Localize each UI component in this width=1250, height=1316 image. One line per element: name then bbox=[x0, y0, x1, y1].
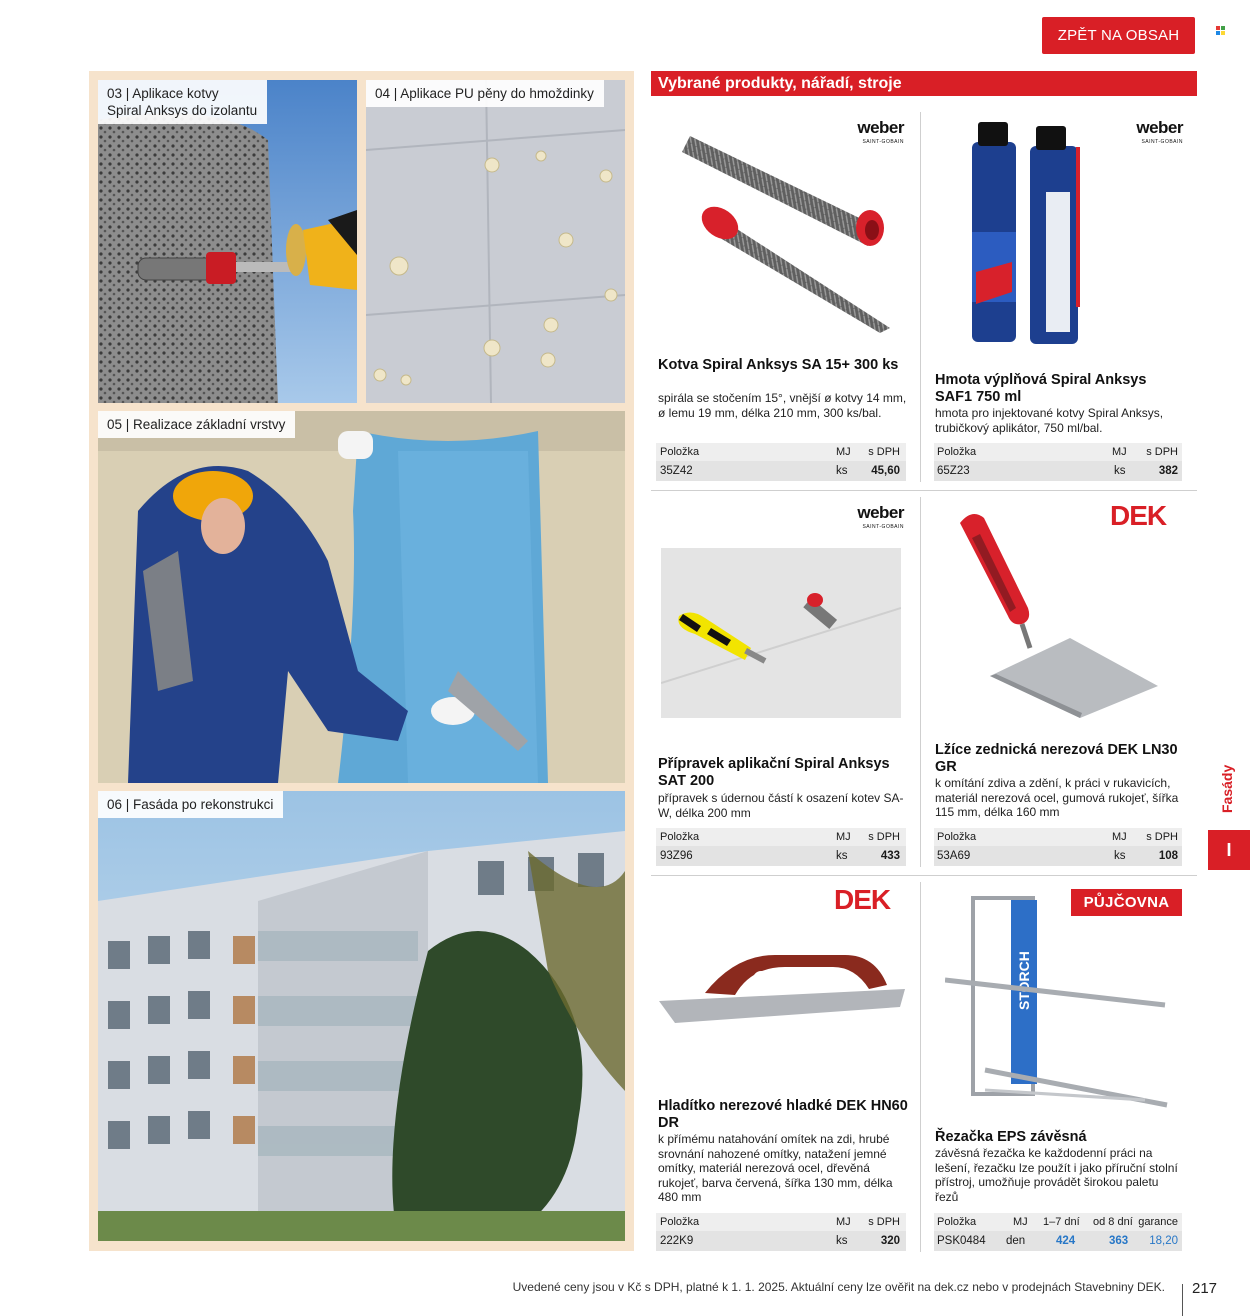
footer-divider bbox=[1182, 1284, 1183, 1316]
unit: ks bbox=[836, 850, 848, 862]
trowel-image bbox=[950, 508, 1160, 718]
unit: ks bbox=[836, 1235, 848, 1247]
eps-cutter-image bbox=[945, 890, 1170, 1110]
column-divider bbox=[920, 882, 921, 1252]
rental-price-table bbox=[934, 1213, 1182, 1251]
product-description: k přímému natahování omítek na zdi, hrubé srovnání nahozené omítky, natažení jemné omítky, materiál nerezová ocel, dřevěná rukojeť, barva červená, šířka 130 mm, délka 480 mm bbox=[658, 1132, 893, 1204]
price-table bbox=[656, 443, 906, 481]
foam-cans-image bbox=[962, 122, 1087, 347]
section-title: Vybrané produkty, nářadí, stroje bbox=[651, 71, 1197, 96]
photo-pu-foam bbox=[366, 80, 625, 403]
header-price: s DPH bbox=[868, 446, 900, 458]
product-description: hmota pro injektované kotvy Spiral Anksys, trubičkový aplikátor, 750 ml/bal. bbox=[935, 406, 1164, 435]
unit: den bbox=[1006, 1235, 1026, 1247]
product-description: k omítání zdiva a zdění, k práci v rukavicích, materiál nerezová ocel, gumová rukojeť, šířka 115 mm, délka 160 mm bbox=[935, 776, 1179, 819]
price: 108 bbox=[1158, 850, 1178, 862]
header-item: Položka bbox=[660, 1216, 700, 1228]
page-number: 217 bbox=[1192, 1280, 1218, 1297]
price-table bbox=[934, 443, 1182, 481]
photo-caption: 03 | Aplikace kotvy Spiral Anksys do izolantu bbox=[98, 80, 267, 124]
price-table bbox=[934, 828, 1182, 866]
item-code: 93Z96 bbox=[660, 850, 693, 862]
header-price: s DPH bbox=[868, 1216, 900, 1228]
product-description: přípravek s údernou částí k osazení kotev SA-W, délka 200 mm bbox=[658, 791, 904, 820]
price: 382 bbox=[1158, 465, 1178, 477]
unit: ks bbox=[836, 465, 848, 477]
unit: ks bbox=[1114, 465, 1126, 477]
weber-logo: weber SAINT-GOBAIN bbox=[857, 118, 904, 145]
price-table bbox=[656, 1213, 906, 1251]
application-tool-image bbox=[661, 548, 901, 718]
price-from-8-days: 363 bbox=[1109, 1235, 1129, 1247]
guarantee-price: 18,20 bbox=[1149, 1235, 1178, 1247]
header-unit: MJ bbox=[1112, 831, 1127, 843]
product-description: spirála se stočením 15°, vnější ø kotvy 14 mm, ø lemu 19 mm, délka 210 mm, 300 ks/bal. bbox=[658, 391, 907, 420]
photo-facade bbox=[98, 791, 625, 1241]
header-item: Položka bbox=[937, 1216, 977, 1228]
weber-logo: weber SAINT-GOBAIN bbox=[1136, 118, 1183, 145]
product-title: Kotva Spiral Anksys SA 15+ 300 ks bbox=[658, 357, 899, 373]
column-divider bbox=[920, 497, 921, 867]
color-squares-icon bbox=[1216, 26, 1225, 35]
item-code: 222K9 bbox=[660, 1235, 694, 1247]
dek-logo: DEK bbox=[834, 884, 891, 915]
item-code: 35Z42 bbox=[660, 465, 693, 477]
price-1-7-days: 424 bbox=[1056, 1235, 1076, 1247]
header-item: Položka bbox=[660, 446, 700, 458]
header-item: Položka bbox=[660, 831, 700, 843]
header-price: s DPH bbox=[1146, 446, 1178, 458]
header-price: s DPH bbox=[1146, 831, 1178, 843]
facade-image bbox=[98, 791, 625, 1241]
header-price: s DPH bbox=[868, 831, 900, 843]
product-title: Přípravek aplikační Spiral Anksys SAT 200 bbox=[658, 756, 890, 789]
dek-logo: DEK bbox=[1110, 500, 1167, 531]
photo-caption: 04 | Aplikace PU pěny do hmoždinky bbox=[366, 80, 604, 107]
unit: ks bbox=[1114, 850, 1126, 862]
header-unit: MJ bbox=[1013, 1216, 1028, 1228]
header-from-8-days: od 8 dní bbox=[1093, 1216, 1133, 1228]
photo-anchor-application bbox=[98, 80, 357, 403]
header-unit: MJ bbox=[836, 831, 851, 843]
photo-base-layer bbox=[98, 411, 625, 783]
product-title: Hmota výplňová Spiral Anksys SAF1 750 ml bbox=[935, 372, 1147, 405]
base-layer-image bbox=[98, 411, 625, 783]
section-tab[interactable]: I bbox=[1208, 830, 1250, 870]
photo-caption: 05 | Realizace základní vrstvy bbox=[98, 411, 295, 438]
row-divider bbox=[651, 490, 1197, 491]
pu-foam-image bbox=[366, 80, 625, 403]
column-divider bbox=[920, 112, 921, 482]
price-note: Uvedené ceny jsou v Kč s DPH, platné k 1. 1. 2025. Aktuální ceny lze ověřit na dek.cz nebo v prodejnách Stavebniny DEK. bbox=[512, 1280, 1165, 1294]
section-side-label bbox=[1218, 755, 1238, 815]
float-trowel-image bbox=[655, 945, 910, 1035]
product-title: Řezačka EPS závěsná bbox=[935, 1129, 1087, 1145]
price: 45,60 bbox=[871, 465, 900, 477]
rental-badge: PŮJČOVNA bbox=[1071, 889, 1182, 916]
header-item: Položka bbox=[937, 446, 977, 458]
item-code: 65Z23 bbox=[937, 465, 970, 477]
header-item: Položka bbox=[937, 831, 977, 843]
header-unit: MJ bbox=[836, 446, 851, 458]
price: 433 bbox=[880, 850, 900, 862]
row-divider bbox=[651, 875, 1197, 876]
product-title: Hladítko nerezové hladké DEK HN60 DR bbox=[658, 1098, 908, 1131]
header-unit: MJ bbox=[836, 1216, 851, 1228]
header-1-7-days: 1–7 dní bbox=[1043, 1216, 1080, 1228]
back-to-contents-button[interactable]: ZPĚT NA OBSAH bbox=[1042, 17, 1195, 54]
price: 320 bbox=[880, 1235, 900, 1247]
price-table bbox=[656, 828, 906, 866]
anchor-application-image bbox=[98, 80, 357, 403]
header-unit: MJ bbox=[1112, 446, 1127, 458]
spiral-anchor-image bbox=[680, 128, 900, 333]
item-code: 53A69 bbox=[937, 850, 971, 862]
header-guarantee: garance bbox=[1138, 1216, 1178, 1228]
item-code: PSK0484 bbox=[937, 1235, 986, 1247]
storch-brand-text: STORCH bbox=[1016, 951, 1032, 1010]
photo-caption: 06 | Fasáda po rekonstrukci bbox=[98, 791, 283, 818]
product-title: Lžíce zednická nerezová DEK LN30 GR bbox=[935, 742, 1178, 775]
svg-text:Fasády: Fasády bbox=[1219, 764, 1235, 813]
weber-logo: weber SAINT-GOBAIN bbox=[857, 503, 904, 530]
product-description: závěsná řezačka ke každodenní práci na lešení, řezačku lze použít i jako příruční stolní přístroj, umožňuje provádět širokou paletu řezů bbox=[935, 1146, 1178, 1204]
